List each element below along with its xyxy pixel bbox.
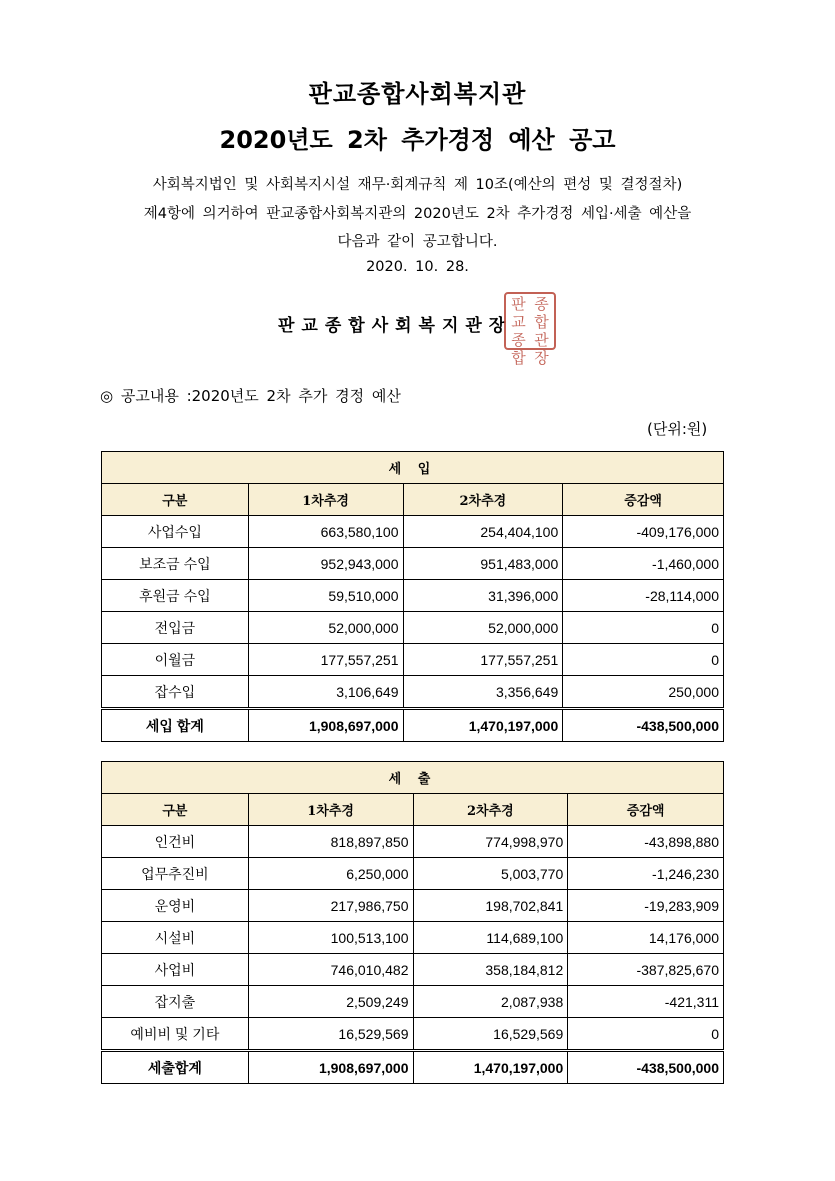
seal-char: 종: [534, 295, 549, 313]
expense-table: [101, 761, 724, 1084]
cell-second-revision: 198,702,841: [413, 890, 568, 922]
total-second-revision: 1,470,197,000: [413, 1051, 568, 1084]
column-header: 1차추경: [248, 484, 403, 516]
intro-line-1: 사회복지법인 및 사회복지시설 재무·회계규칙 제 10조(예산의 편성 및 결정절차): [152, 177, 683, 193]
cell-change: 0: [568, 1018, 724, 1051]
official-seal: [504, 292, 556, 367]
column-header: 증감액: [563, 484, 724, 516]
table-row: [102, 986, 724, 1018]
cell-first-revision: 177,557,251: [248, 644, 403, 676]
total-label: 세출합계: [102, 1051, 249, 1084]
table-row: [102, 1018, 724, 1051]
cell-second-revision: 5,003,770: [413, 858, 568, 890]
cell-second-revision: 774,998,970: [413, 826, 568, 858]
revenue-band-label: 세 입: [102, 452, 724, 484]
table-row: [102, 676, 724, 709]
cell-first-revision: 663,580,100: [248, 516, 403, 548]
cell-change: 250,000: [563, 676, 724, 709]
cell-first-revision: 59,510,000: [248, 580, 403, 612]
cell-change: -421,311: [568, 986, 724, 1018]
cell-change: -387,825,670: [568, 954, 724, 986]
cell-change: -43,898,880: [568, 826, 724, 858]
column-header: 증감액: [568, 794, 724, 826]
table-row: [102, 922, 724, 954]
cell-second-revision: 177,557,251: [403, 644, 563, 676]
document-subtitle: 2020년도 2차 추가경정 예산 공고: [219, 126, 616, 154]
cell-first-revision: 2,509,249: [248, 986, 413, 1018]
cell-first-revision: 6,250,000: [248, 858, 413, 890]
row-label: 잡지출: [102, 986, 249, 1018]
column-header: 1차추경: [248, 794, 413, 826]
row-label: 예비비 및 기타: [102, 1018, 249, 1051]
expense-band-label: 세 출: [102, 762, 724, 794]
seal-char: 교: [511, 313, 526, 331]
table-row: [102, 954, 724, 986]
cell-first-revision: 16,529,569: [248, 1018, 413, 1051]
expense-header-row: [102, 794, 724, 826]
row-label: 잡수입: [102, 676, 249, 709]
cell-second-revision: 951,483,000: [403, 548, 563, 580]
total-label: 세입 합계: [102, 709, 249, 742]
row-label: 전입금: [102, 612, 249, 644]
cell-second-revision: 16,529,569: [413, 1018, 568, 1051]
cell-second-revision: 2,087,938: [413, 986, 568, 1018]
revenue-table-body: [102, 452, 724, 742]
table-row: [102, 612, 724, 644]
table-row: [102, 644, 724, 676]
row-label: 이월금: [102, 644, 249, 676]
expense-total-row: [102, 1051, 724, 1084]
row-label: 운영비: [102, 890, 249, 922]
cell-second-revision: 114,689,100: [413, 922, 568, 954]
cell-first-revision: 100,513,100: [248, 922, 413, 954]
cell-first-revision: 746,010,482: [248, 954, 413, 986]
total-second-revision: 1,470,197,000: [403, 709, 563, 742]
revenue-header-row: [102, 484, 724, 516]
revenue-total-row: [102, 709, 724, 742]
cell-second-revision: 3,356,649: [403, 676, 563, 709]
table-row: [102, 580, 724, 612]
cell-change: -1,460,000: [563, 548, 724, 580]
seal-char: 합: [534, 313, 549, 331]
column-header: 2차추경: [413, 794, 568, 826]
total-change: -438,500,000: [568, 1051, 724, 1084]
row-label: 인건비: [102, 826, 249, 858]
table-row: [102, 826, 724, 858]
cell-second-revision: 31,396,000: [403, 580, 563, 612]
seal-char: 합: [511, 349, 526, 367]
revenue-band-row: [102, 452, 724, 484]
cell-change: 14,176,000: [568, 922, 724, 954]
intro-line-3: 다음과 같이 공고합니다.: [337, 234, 498, 250]
section-heading: ◎ 공고내용 :2020년도 2차 추가 경정 예산: [100, 387, 401, 405]
intro-line-2: 제4항에 의거하여 판교종합사회복지관의 2020년도 2차 추가경정 세입·세출 예산을: [143, 206, 692, 222]
cell-change: -28,114,000: [563, 580, 724, 612]
seal-char: 종: [511, 331, 526, 349]
seal-char: 관: [534, 331, 549, 349]
table-row: [102, 890, 724, 922]
total-first-revision: 1,908,697,000: [248, 709, 403, 742]
table-row: [102, 548, 724, 580]
row-label: 시설비: [102, 922, 249, 954]
total-first-revision: 1,908,697,000: [248, 1051, 413, 1084]
row-label: 후원금 수입: [102, 580, 249, 612]
row-label: 사업수입: [102, 516, 249, 548]
cell-change: -409,176,000: [563, 516, 724, 548]
table-row: [102, 858, 724, 890]
cell-second-revision: 52,000,000: [403, 612, 563, 644]
column-header: 구분: [102, 484, 249, 516]
row-label: 사업비: [102, 954, 249, 986]
cell-change: 0: [563, 644, 724, 676]
row-label: 업무추진비: [102, 858, 249, 890]
cell-change: 0: [563, 612, 724, 644]
cell-change: -19,283,909: [568, 890, 724, 922]
cell-first-revision: 52,000,000: [248, 612, 403, 644]
document-title: 판교종합사회복지관: [308, 80, 527, 108]
expense-table-body: [102, 762, 724, 1084]
column-header: 구분: [102, 794, 249, 826]
seal-char: 판: [511, 295, 526, 313]
row-label: 보조금 수입: [102, 548, 249, 580]
column-header: 2차추경: [403, 484, 563, 516]
signatory-name: 판교종합사회복지관장: [278, 316, 513, 336]
cell-change: -1,246,230: [568, 858, 724, 890]
cell-first-revision: 3,106,649: [248, 676, 403, 709]
total-change: -438,500,000: [563, 709, 724, 742]
cell-second-revision: 254,404,100: [403, 516, 563, 548]
cell-first-revision: 818,897,850: [248, 826, 413, 858]
seal-char: 장: [534, 349, 549, 367]
table-row: [102, 516, 724, 548]
cell-second-revision: 358,184,812: [413, 954, 568, 986]
unit-label: (단위:원): [647, 420, 708, 438]
notice-date: 2020. 10. 28.: [366, 259, 469, 275]
revenue-table: [101, 451, 724, 742]
expense-band-row: [102, 762, 724, 794]
cell-first-revision: 217,986,750: [248, 890, 413, 922]
cell-first-revision: 952,943,000: [248, 548, 403, 580]
